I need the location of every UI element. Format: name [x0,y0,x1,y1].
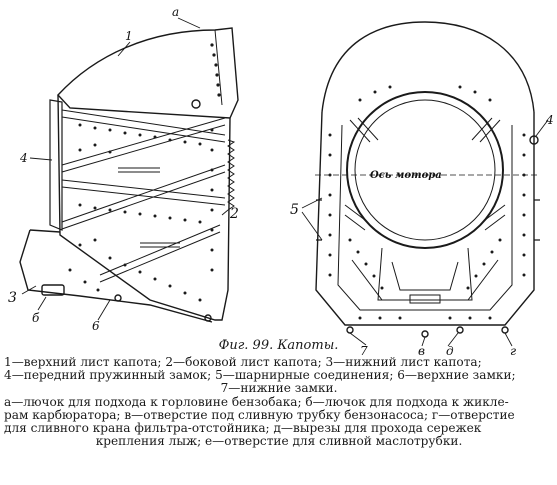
label-6: 6 [92,319,100,333]
label-7: 7 [360,344,368,358]
label-4-right: 4 [546,113,554,127]
legend-line-3: 7—нижние замки. [220,381,338,396]
legend-line-4: а—лючок для подхода к горловине бензобака; б—лючок для подхода к жикле- [4,394,509,409]
label-v: в [418,344,425,358]
side-view [20,28,238,322]
legend-line-6: для сливного крана фильтра-отстойника; д—вырезы для прохода сережек [4,421,482,436]
label-d: д [446,344,454,358]
label-b: б [32,311,40,325]
legend-line-1: 1—верхний лист капота; 2—боковой лист капота; 3—нижний лист капота; [4,355,482,369]
label-a: а [172,5,180,19]
figure-legend [4,356,554,448]
label-g: г [510,344,517,358]
label-4-left: 4 [20,151,28,165]
side-view-leaders [22,18,228,320]
legend-line-7: крепления лыж; е—отверстие для сливной маслотрубки. [95,434,463,449]
legend-line-5: рам карбюратора; в—отверстие под сливную трубку бензонасоса; г—отверстие [4,407,515,422]
legend-line-2: 4—передний пружинный замок; 5—шарнирные соединения; 6—верхние замки; [4,368,516,383]
engine-axis-text: Ось мотора [370,170,442,181]
label-1: 1 [125,29,133,43]
label-3: 3 [8,290,17,306]
figure-caption: Фиг. 99. Капоты. [218,338,339,353]
label-5: 5 [290,202,299,218]
label-2: 2 [230,206,239,222]
